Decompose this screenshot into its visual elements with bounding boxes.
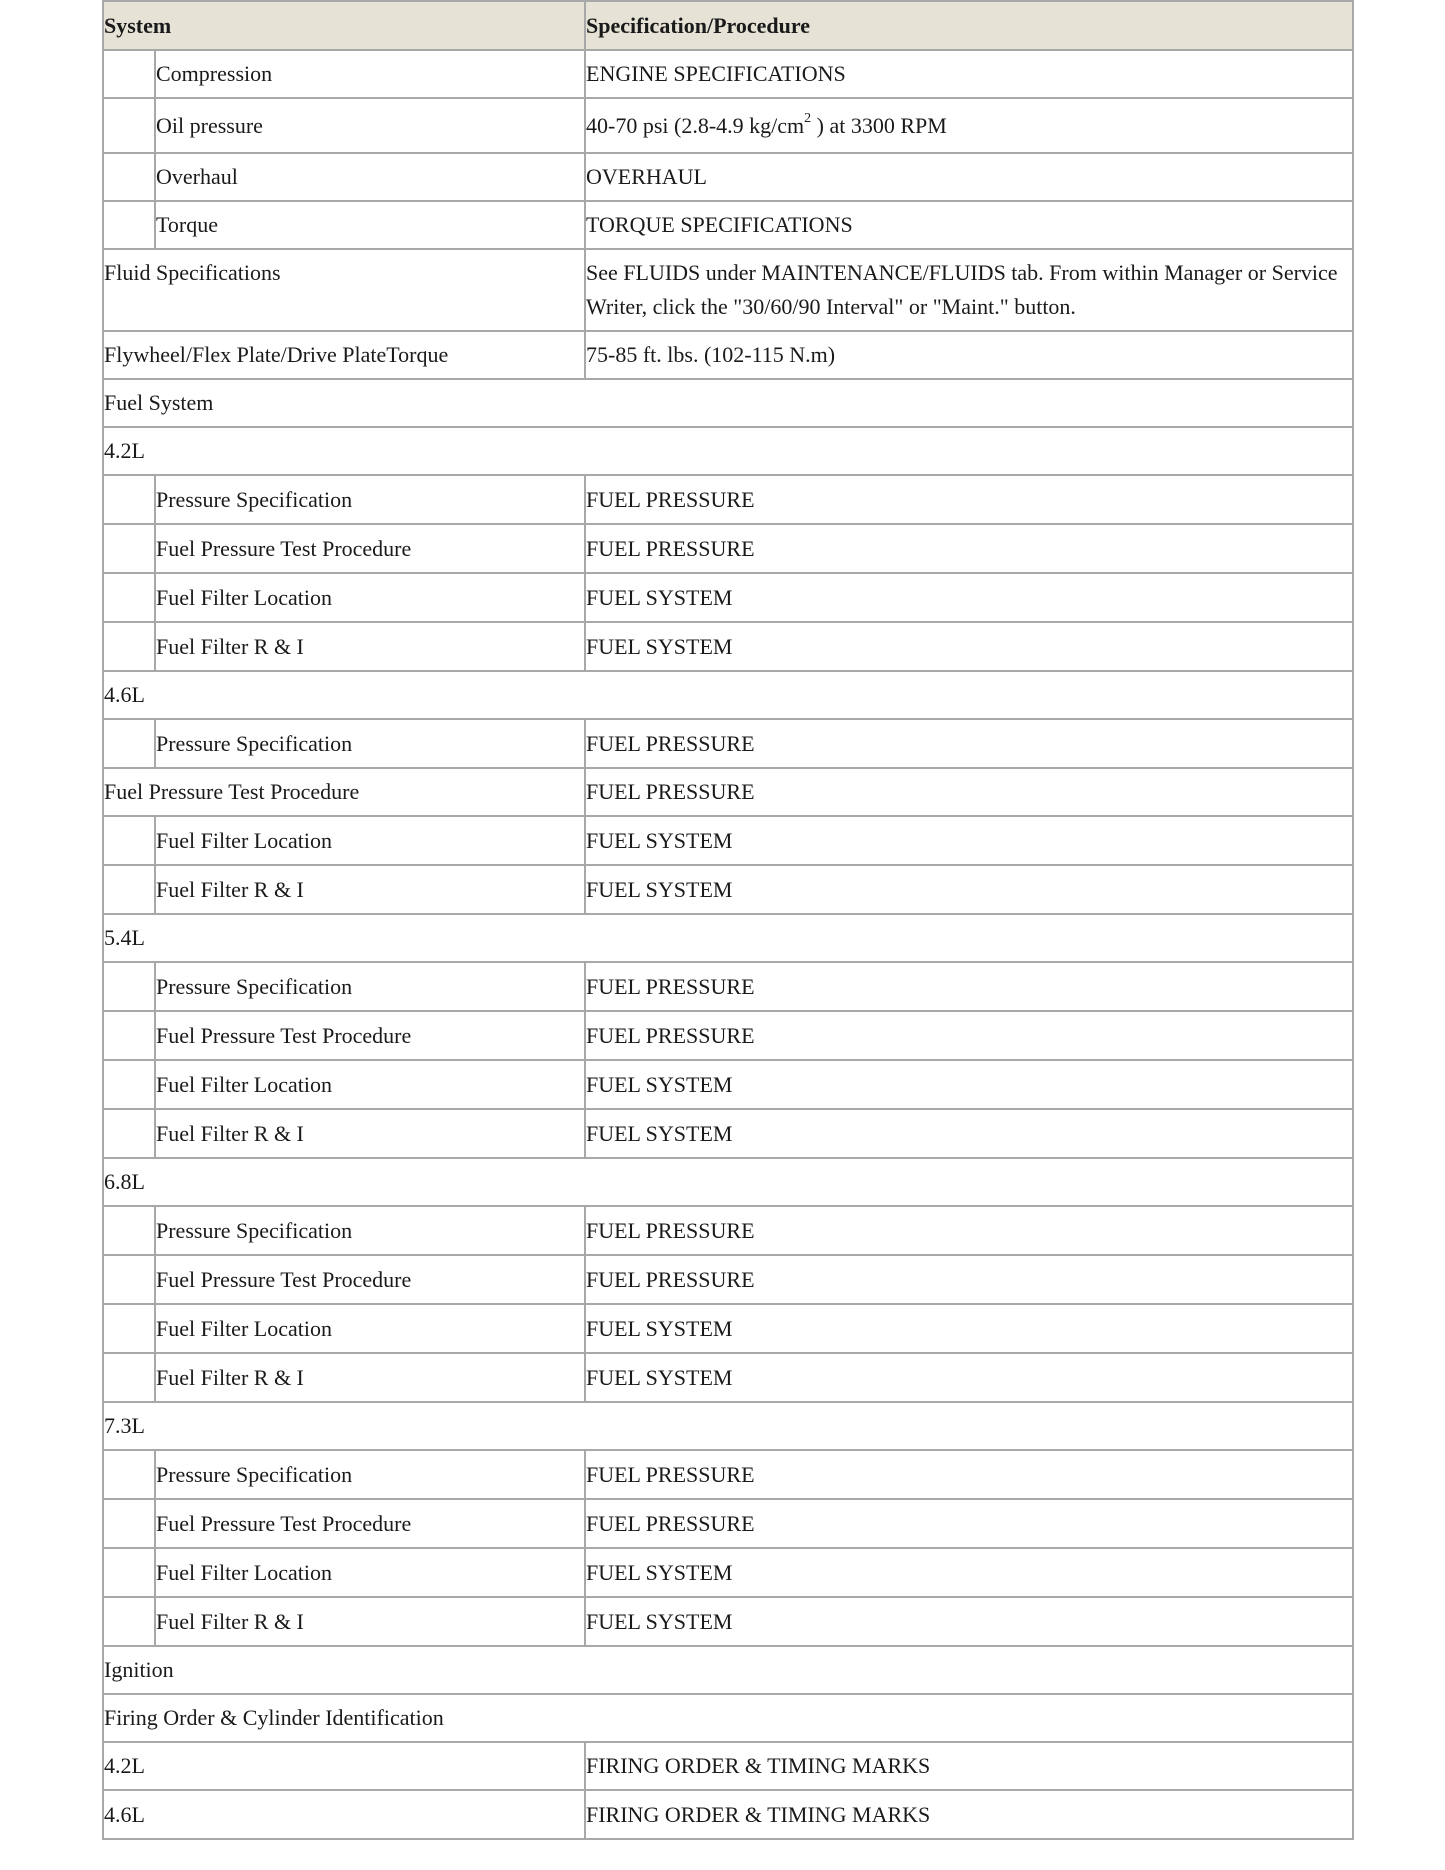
header-system: System <box>103 1 585 50</box>
row-value-link[interactable]: FUEL PRESSURE <box>585 1255 1353 1304</box>
table-row <box>103 475 1353 524</box>
row-value-link[interactable]: FUEL PRESSURE <box>585 962 1353 1011</box>
table-row <box>103 1206 1353 1255</box>
row-label: 4.6L <box>103 1790 585 1839</box>
group-title: 7.3L <box>103 1402 1353 1450</box>
table-row <box>103 1353 1353 1402</box>
row-value: 75-85 ft. lbs. (102-115 N.m) <box>585 331 1353 379</box>
indent-cell <box>103 1450 155 1499</box>
row-value-link[interactable]: FUEL PRESSURE <box>585 1011 1353 1060</box>
table-row <box>103 249 1353 331</box>
row-label: Fuel Filter Location <box>155 1304 585 1353</box>
table-row <box>103 1742 1353 1790</box>
table-row <box>103 1499 1353 1548</box>
indent-cell <box>103 1206 155 1255</box>
indent-cell <box>103 475 155 524</box>
row-label: Pressure Specification <box>155 1450 585 1499</box>
indent-cell <box>103 1353 155 1402</box>
indent-cell <box>103 1304 155 1353</box>
table-row <box>103 865 1353 914</box>
table-row <box>103 1060 1353 1109</box>
row-label: Fuel Filter R & I <box>155 1597 585 1646</box>
indent-cell <box>103 865 155 914</box>
row-value-link[interactable]: FUEL PRESSURE <box>585 768 1353 816</box>
group-title: 5.4L <box>103 914 1353 962</box>
oil-pressure-value <box>585 98 1353 153</box>
indent-cell <box>103 201 155 249</box>
table-row <box>103 50 1353 98</box>
indent-cell <box>103 962 155 1011</box>
table-row <box>103 524 1353 573</box>
row-value-link[interactable]: FUEL SYSTEM <box>585 1353 1353 1402</box>
table-row <box>103 1597 1353 1646</box>
row-label: Fuel Filter R & I <box>155 1353 585 1402</box>
row-value-link[interactable]: FUEL SYSTEM <box>585 573 1353 622</box>
row-value-link[interactable]: FUEL SYSTEM <box>585 816 1353 865</box>
table-row <box>103 1548 1353 1597</box>
indent-cell <box>103 622 155 671</box>
group-title: Firing Order & Cylinder Identification <box>103 1694 1353 1742</box>
row-value-link[interactable]: FUEL SYSTEM <box>585 865 1353 914</box>
table-row <box>103 98 1353 153</box>
row-value-link[interactable]: FIRING ORDER & TIMING MARKS <box>585 1742 1353 1790</box>
row-value-link[interactable]: FUEL SYSTEM <box>585 1597 1353 1646</box>
row-label: Fuel Pressure Test Procedure <box>155 1255 585 1304</box>
row-value-link[interactable]: FUEL PRESSURE <box>585 719 1353 768</box>
table-row <box>103 962 1353 1011</box>
row-label: Oil pressure <box>155 98 585 153</box>
table-header-row <box>103 1 1353 50</box>
group-row <box>103 1158 1353 1206</box>
row-label: Fuel Pressure Test Procedure <box>103 768 585 816</box>
indent-cell <box>103 1060 155 1109</box>
indent-cell <box>103 1499 155 1548</box>
row-value-link[interactable]: ENGINE SPECIFICATIONS <box>585 50 1353 98</box>
row-label: Fuel Pressure Test Procedure <box>155 1011 585 1060</box>
group-row <box>103 427 1353 475</box>
row-label: Fuel Filter R & I <box>155 865 585 914</box>
row-value-link[interactable]: FUEL SYSTEM <box>585 1109 1353 1158</box>
header-specification: Specification/Procedure <box>585 1 1353 50</box>
section-row <box>103 1646 1353 1694</box>
indent-cell <box>103 50 155 98</box>
indent-cell <box>103 1548 155 1597</box>
row-label: Flywheel/Flex Plate/Drive PlateTorque <box>103 331 585 379</box>
indent-cell <box>103 1597 155 1646</box>
row-label: Fuel Filter Location <box>155 1060 585 1109</box>
row-value-link[interactable]: FUEL PRESSURE <box>585 475 1353 524</box>
row-value-link[interactable]: FUEL SYSTEM <box>585 1304 1353 1353</box>
table-row <box>103 153 1353 201</box>
row-label: Torque <box>155 201 585 249</box>
group-title: 4.2L <box>103 427 1353 475</box>
table-row <box>103 719 1353 768</box>
indent-cell <box>103 153 155 201</box>
row-label: Fuel Pressure Test Procedure <box>155 1499 585 1548</box>
section-title: Ignition <box>103 1646 1353 1694</box>
indent-cell <box>103 573 155 622</box>
row-value-link[interactable]: FUEL PRESSURE <box>585 524 1353 573</box>
table-row <box>103 573 1353 622</box>
row-label: Fuel Filter Location <box>155 1548 585 1597</box>
table-row <box>103 1450 1353 1499</box>
row-value-link[interactable]: FUEL SYSTEM <box>585 1060 1353 1109</box>
table-row <box>103 768 1353 816</box>
row-label: Pressure Specification <box>155 962 585 1011</box>
group-row <box>103 914 1353 962</box>
indent-cell <box>103 816 155 865</box>
group-row <box>103 671 1353 719</box>
row-value-link[interactable]: FUEL PRESSURE <box>585 1450 1353 1499</box>
row-value-link[interactable]: FUEL PRESSURE <box>585 1206 1353 1255</box>
table-row <box>103 622 1353 671</box>
superscript: 2 <box>804 111 812 127</box>
row-label: Compression <box>155 50 585 98</box>
row-label: Pressure Specification <box>155 475 585 524</box>
row-value-link[interactable]: OVERHAUL <box>585 153 1353 201</box>
group-title: 6.8L <box>103 1158 1353 1206</box>
indent-cell <box>103 98 155 153</box>
row-label: Pressure Specification <box>155 1206 585 1255</box>
specification-table <box>102 0 1354 1840</box>
indent-cell <box>103 1109 155 1158</box>
group-row <box>103 1402 1353 1450</box>
row-label: Pressure Specification <box>155 719 585 768</box>
row-label: Fuel Filter R & I <box>155 622 585 671</box>
row-value-link[interactable]: FIRING ORDER & TIMING MARKS <box>585 1790 1353 1839</box>
table-row <box>103 1255 1353 1304</box>
row-value-link[interactable]: FUEL SYSTEM <box>585 622 1353 671</box>
indent-cell <box>103 1011 155 1060</box>
indent-cell <box>103 1255 155 1304</box>
table-row <box>103 1304 1353 1353</box>
row-value-link[interactable]: FUEL PRESSURE <box>585 1499 1353 1548</box>
fluid-value: See FLUIDS under MAINTENANCE/FLUIDS tab. From within Manager or Service Writer, click the "30/60/90 Interval" or "Maint." button. <box>585 249 1353 331</box>
row-label: Fuel Filter R & I <box>155 1109 585 1158</box>
value-text: 40-70 psi (2.8-4.9 kg/cm <box>586 112 805 138</box>
row-label: Fluid Specifications <box>103 249 585 331</box>
row-value-link[interactable]: TORQUE SPECIFICATIONS <box>585 201 1353 249</box>
section-row <box>103 379 1353 427</box>
table-row <box>103 1011 1353 1060</box>
section-title: Fuel System <box>103 379 1353 427</box>
table-row <box>103 331 1353 379</box>
indent-cell <box>103 719 155 768</box>
row-value-link[interactable]: FUEL SYSTEM <box>585 1548 1353 1597</box>
indent-cell <box>103 524 155 573</box>
group-title: 4.6L <box>103 671 1353 719</box>
table-row <box>103 1790 1353 1839</box>
table-row <box>103 201 1353 249</box>
value-text: ) at 3300 RPM <box>811 112 947 138</box>
table-row <box>103 816 1353 865</box>
table-row <box>103 1109 1353 1158</box>
row-label: Overhaul <box>155 153 585 201</box>
group-row <box>103 1694 1353 1742</box>
row-label: Fuel Pressure Test Procedure <box>155 524 585 573</box>
row-label: Fuel Filter Location <box>155 573 585 622</box>
row-label: Fuel Filter Location <box>155 816 585 865</box>
row-label: 4.2L <box>103 1742 585 1790</box>
